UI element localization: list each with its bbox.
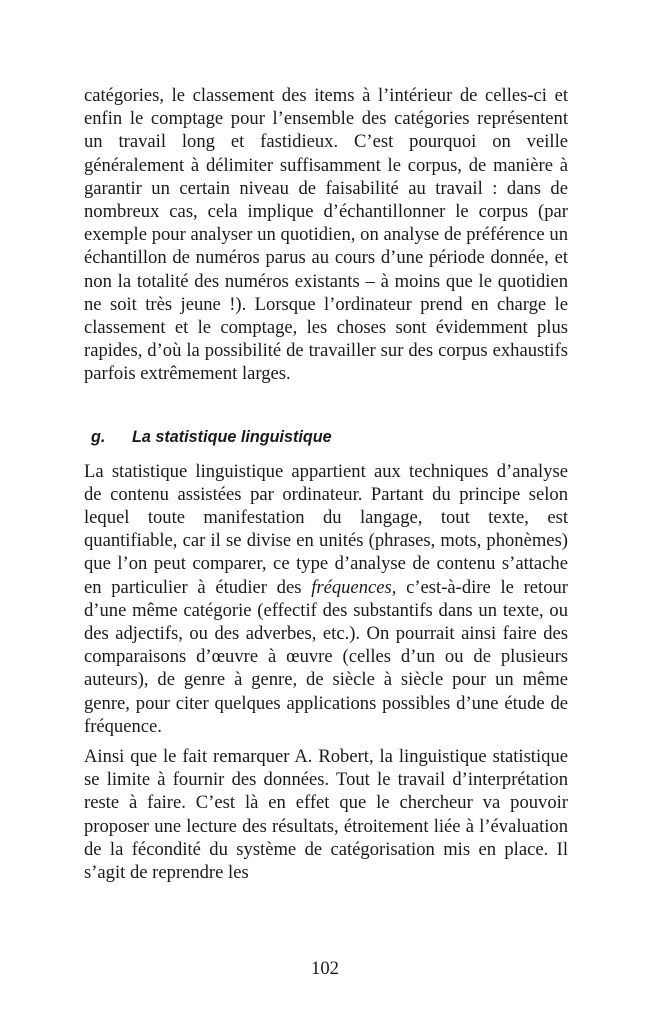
intro-paragraph: catégories, le classement des items à l’intérieur de celles-ci et enfin le comptage pour l’ensemble des catégories représentent un travail long et fastidieux. C’est pourquoi on veille généralement à délimiter suffisamment le corpus, de manière à garantir un certain niveau de faisabilité au travail : dans de nombreux cas, cela implique d’échantillonner le corpus (par exemple pour analyser un quotidien, on analyse de préférence un échantillon de numéros parus au cours d’une période donnée, et non la totalité des numéros existants – à moins que le quotidien ne soit très jeune !). Lorsque l’ordinateur prend en charge le classement et le comptage, les choses sont évidemment plus rapides, d’où la possibilité de travailler sur des corpus exhaustifs parfois extrêmement larges. [84,85,568,385]
section-letter: g. [91,427,106,446]
section-heading [91,427,568,447]
page-body [84,84,568,884]
paragraph-text-before-emphasis: La statistique linguistique appartient aux techniques d’analyse de contenu assistées par ordinateur. Partant du principe selon lequel toute manifestation du langage, tout texte, est quantifiable, car il se divise en unités (phrases, mots, phonèmes) que l’on peut comparer, ce type d’analyse de contenu s’attache en particulier à étudier des [84,460,568,598]
paragraph-text-after-emphasis: , c’est-à-dire le retour d’une même catégorie (effectif des substantifs dans un texte, ou des adjectifs, ou des adverbes, etc.). On pourrait ainsi faire des comparaisons d’œuvre à œuvre (celles d’un ou de plusieurs auteurs), de genre à genre, de siècle à siècle pour un même genre, pour citer quelques applications possibles d’une étude de fréquence. [84,576,568,737]
emphasized-term: fréquences [311,576,392,598]
body-paragraph-statistique [84,460,568,738]
page-number: 102 [311,958,339,979]
section-title: La statistique linguistique [132,427,332,446]
body-paragraph-robert: Ainsi que le fait remarquer A. Robert, la linguistique statistique se limite à fournir des données. Tout le travail d’interprétation reste à faire. C’est là en effet que le chercheur va pouvoir proposer une lecture des résultats, étroitement liée à l’évaluation de la fécondité du système de catégorisation mis en place. Il s’agit de reprendre les [84,746,568,884]
